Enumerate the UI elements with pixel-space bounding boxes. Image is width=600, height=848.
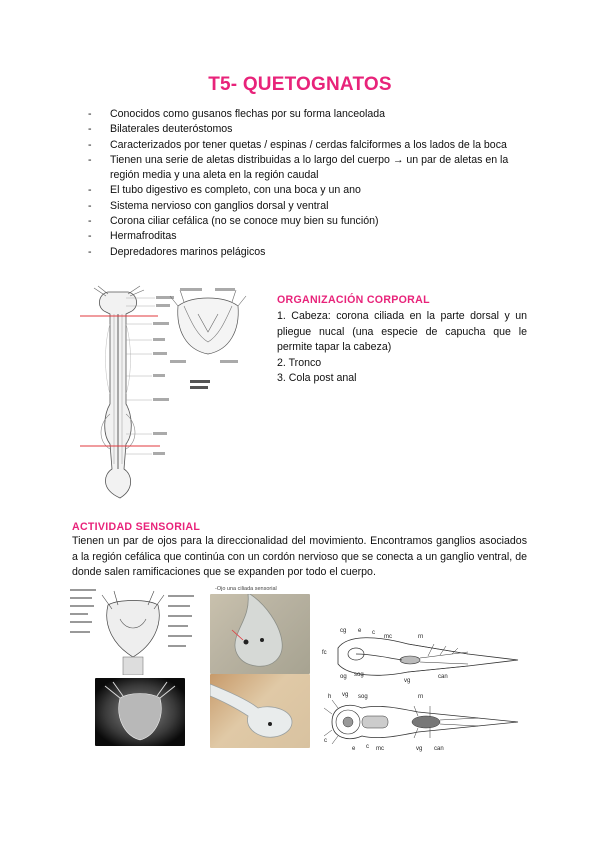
label-sog: sog bbox=[354, 672, 364, 678]
list-item: - Hermafroditas bbox=[88, 230, 177, 243]
nervous-system-diagram-lateral bbox=[318, 620, 523, 690]
sem-head-photo bbox=[95, 678, 185, 746]
label-mc-bottom: mc bbox=[376, 746, 384, 752]
label-e: e bbox=[358, 628, 362, 634]
label-mc: mc bbox=[384, 634, 392, 640]
label-og: og bbox=[340, 674, 347, 680]
organizacion-item-1: 1. Cabeza: corona ciliada en la parte dorsal y un pliegue nucal (una especie de capucha que le permite tapar la cabeza) bbox=[277, 310, 527, 354]
list-item: - Caracterizados por tener quetas / espinas / cerdas falciformes a los lados de la boca bbox=[88, 138, 507, 151]
organizacion-item-2: 2. Tronco bbox=[277, 357, 322, 369]
label-c-bottom: c bbox=[324, 738, 327, 744]
page-title: T5- QUETOGNATOS bbox=[208, 74, 392, 95]
list-item: - Sistema nervioso con ganglios dorsal y ventral bbox=[88, 199, 329, 212]
label-sog-top: sog bbox=[358, 694, 368, 700]
label-rn-bottom: rn bbox=[418, 694, 424, 700]
label-can: can bbox=[438, 674, 448, 680]
nervous-system-diagram-dorsal bbox=[318, 692, 523, 754]
label-vg-bottom: vg bbox=[416, 746, 423, 752]
list-item: - Conocidos como gusanos flechas por su forma lanceolada bbox=[88, 108, 386, 120]
label-can-bottom: can bbox=[434, 746, 444, 752]
list-item: - Corona ciliar cefálica (no se conoce muy bien su función) bbox=[88, 215, 379, 228]
actividad-text: Tienen un par de ojos para la direccionalidad del movimiento. Encontramos ganglios asociados a la región cefálica que continúa con un cordón nervioso que se conecta a un ganglio ventral, de donde salen ramificaciones que se expanden por todo el cuerpo. bbox=[72, 535, 527, 579]
organizacion-item-3: 3. Cola post anal bbox=[277, 372, 357, 384]
label-rn: rn bbox=[418, 634, 424, 640]
label-vg: vg bbox=[404, 678, 411, 684]
chaetognath-anatomy-illustration bbox=[80, 284, 270, 506]
microscope-photo-bottom bbox=[210, 674, 310, 748]
label-cg: cg bbox=[340, 628, 347, 634]
feature-list bbox=[88, 107, 528, 260]
microscope-photo-top bbox=[210, 594, 310, 674]
actividad-heading: ACTIVIDAD SENSORIAL bbox=[72, 521, 201, 533]
photo-caption: -Ojo una ciliada sensorial bbox=[215, 586, 277, 592]
list-item: - Depredadores marinos pelágicos bbox=[88, 245, 266, 258]
label-fc: fc bbox=[322, 650, 327, 656]
list-item: - Tienen una serie de aletas distribuidas a lo largo del cuerpo → un par de aletas en la región media y una aleta en la región caudal bbox=[88, 153, 509, 182]
list-item: - El tubo digestivo es completo, con una boca y un ano bbox=[88, 184, 361, 197]
label-vg-top: vg bbox=[342, 692, 349, 698]
organizacion-heading: ORGANIZACIÓN CORPORAL bbox=[277, 294, 430, 306]
list-item: - Bilaterales deuteróstomos bbox=[88, 123, 233, 136]
head-ganglia-illustration bbox=[68, 585, 203, 675]
label-c2-bottom: c bbox=[366, 744, 369, 750]
label-e-bottom: e bbox=[352, 746, 356, 752]
label-c: c bbox=[372, 630, 375, 636]
label-h: h bbox=[328, 694, 332, 700]
